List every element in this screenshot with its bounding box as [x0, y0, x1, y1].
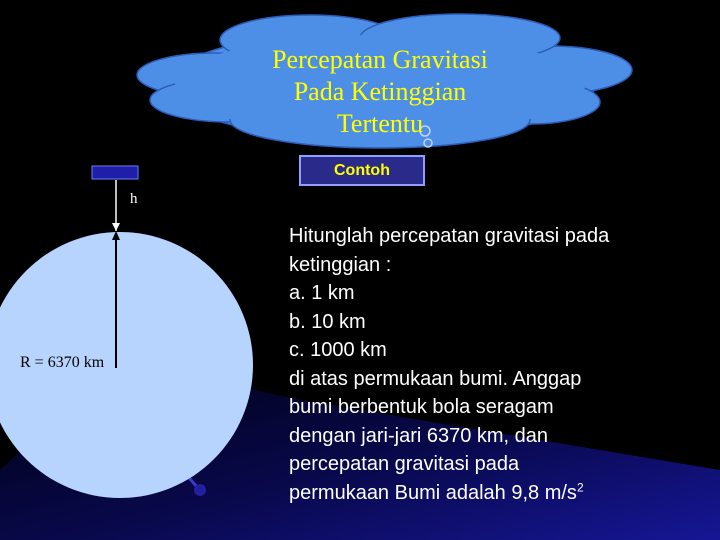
problem-line: ketinggian :	[289, 253, 392, 276]
title-line-2: Pada Ketinggian	[293, 77, 467, 106]
problem-line: dengan jari-jari 6370 km, dan	[289, 424, 549, 447]
radius-label: R = 6370 km	[20, 354, 105, 371]
problem-line: b. 10 km	[289, 310, 366, 333]
problem-line: Hitunglah percepatan gravitasi pada	[289, 225, 610, 247]
unit-exponent: 2	[576, 479, 584, 494]
problem-line: di atas permukaan bumi. Anggap	[289, 367, 582, 390]
title-line-3: Tertentu	[336, 109, 424, 138]
earth-diagram	[0, 0, 300, 540]
problem-line-last	[289, 479, 709, 508]
problem-line: a. 1 km	[289, 282, 355, 304]
contoh-button[interactable]: Contoh	[299, 155, 425, 186]
height-label: h	[130, 191, 138, 207]
problem-line: c. 1000 km	[289, 339, 387, 361]
problem-last-text: permukaan Bumi adalah 9,8 m/s	[289, 481, 577, 504]
title-line-1: Percepatan Gravitasi	[272, 45, 488, 74]
height-arrowhead	[112, 223, 120, 231]
satellite-block	[92, 166, 138, 179]
problem-line: bumi berbentuk bola seragam	[289, 396, 554, 418]
problem-text	[289, 222, 709, 507]
problem-line: percepatan gravitasi pada	[289, 453, 520, 475]
